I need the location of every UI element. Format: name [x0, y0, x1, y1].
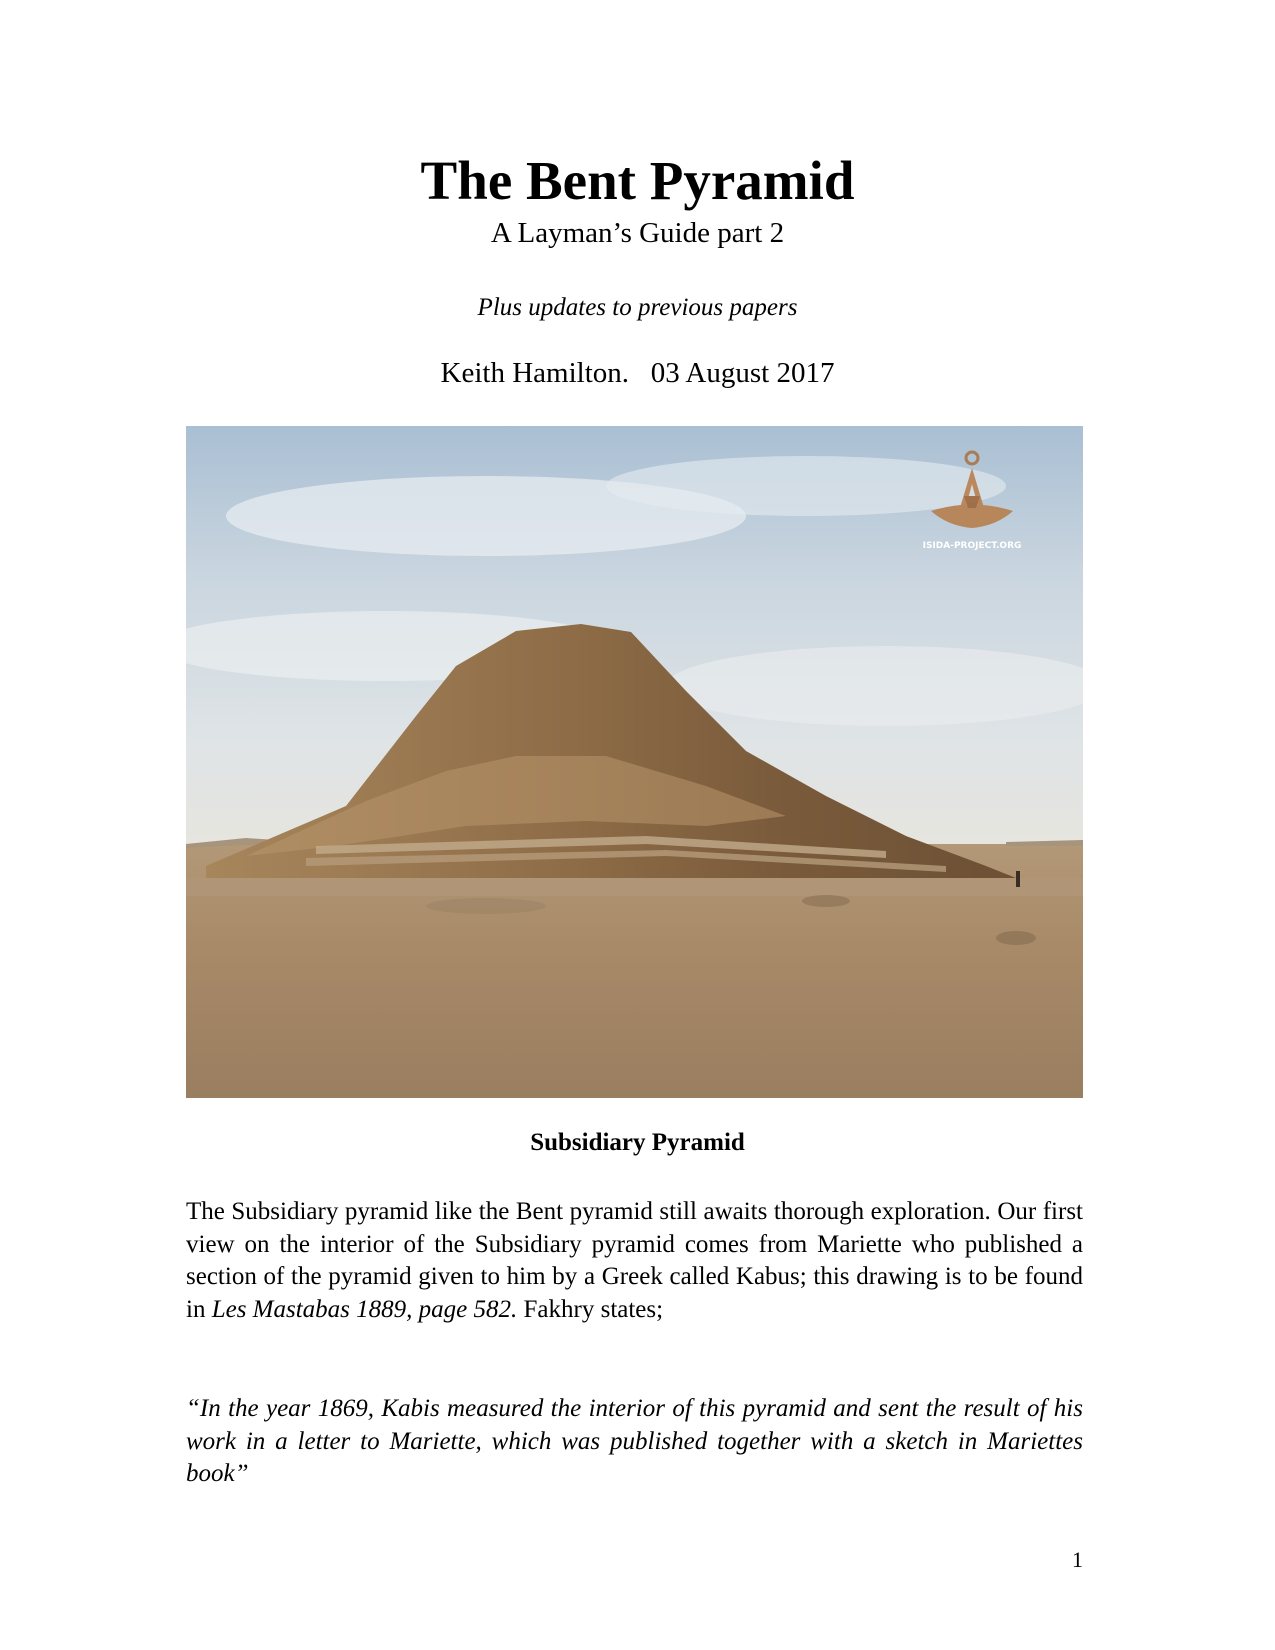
page-number: 1 — [1072, 1547, 1083, 1572]
paragraph-text: The Subsidiary pyramid like the Bent pyramid still awaits thorough exploration. Our first view on the interior of the Subsidiary pyramid comes from Mariette who published a section of the pyramid given to him by a Greek called Kabus; this drawing is to be found in — [186, 1198, 1083, 1323]
pyramid-photo — [186, 426, 1083, 1098]
fakhry-quote: “In the year 1869, Kabis measured the interior of this pyramid and sent the result of his work in a letter to Mariette, which was published together with a sketch in Mariettes book” — [186, 1395, 1083, 1487]
author-date-line: Keith Hamilton. 03 August 2017 — [440, 357, 835, 389]
photo-caption: Subsidiary Pyramid — [530, 1129, 745, 1156]
paragraph-text-end: Fakhry states; — [517, 1295, 664, 1323]
document-title: The Bent Pyramid — [420, 150, 855, 211]
body-paragraph — [186, 1196, 1083, 1326]
reference-citation: Les Mastabas 1889, page 582. — [211, 1295, 518, 1323]
watermark-text: ISIDA-PROJECT.ORG — [922, 541, 1022, 551]
updates-note: Plus updates to previous papers — [477, 294, 798, 321]
document-subtitle: A Layman’s Guide part 2 — [490, 217, 785, 249]
